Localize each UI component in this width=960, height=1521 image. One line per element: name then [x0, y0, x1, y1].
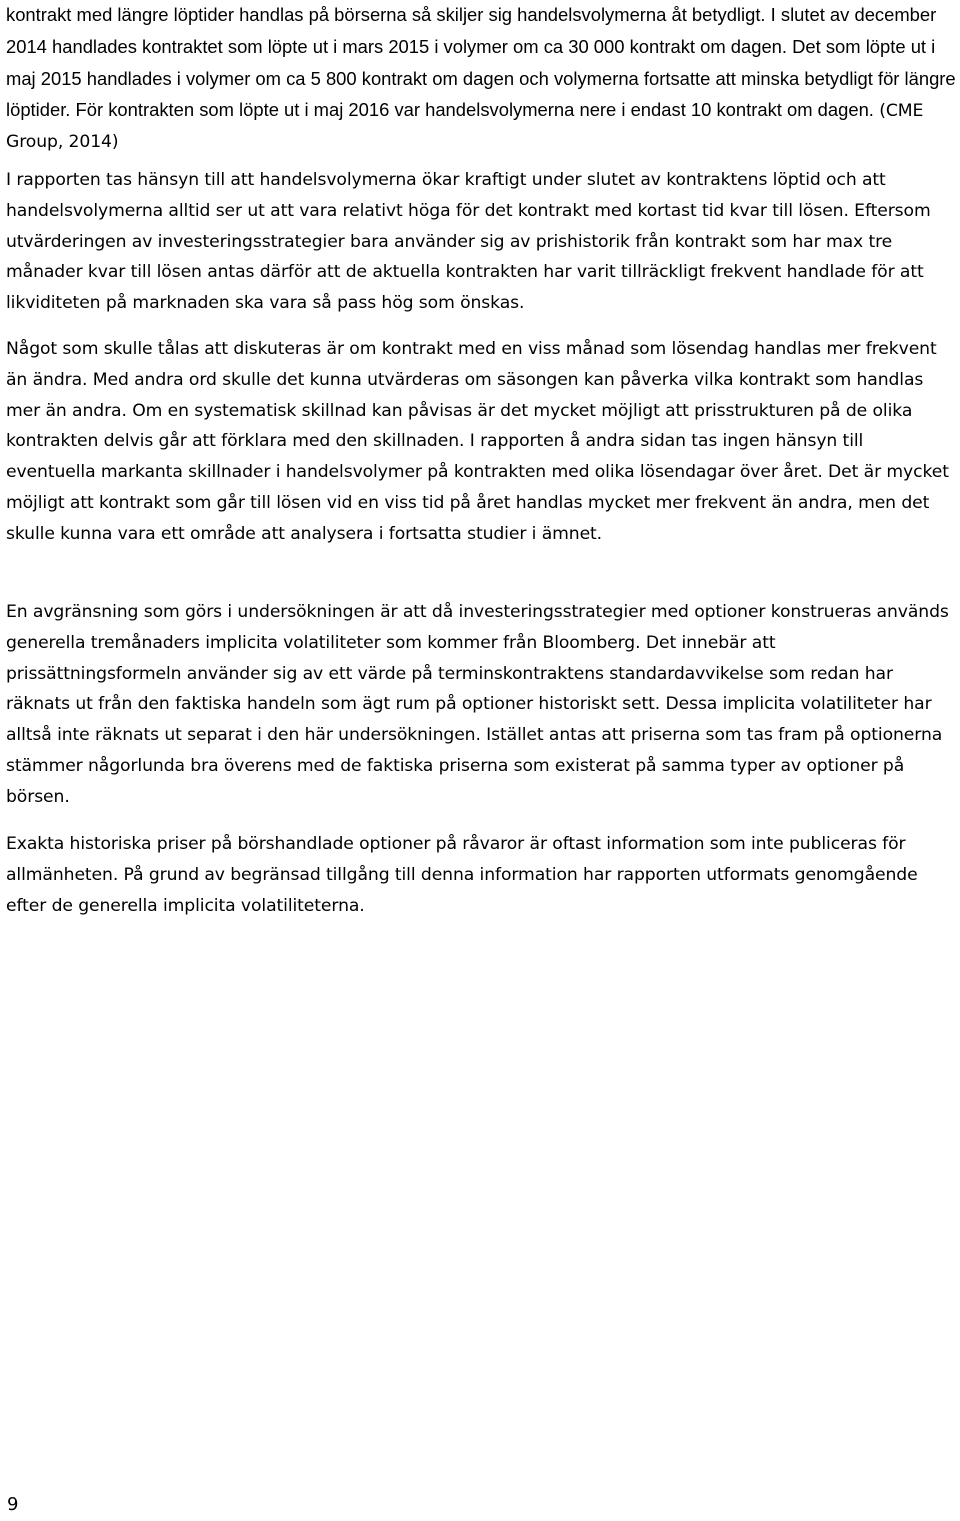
paragraph-volume-assumption: I rapporten tas hänsyn till att handelsvolymerna ökar kraftigt under slutet av kontraktens löptid och att handelsvolymerna alltid ser ut att vara relativt höga för det kontrakt med kortast tid kvar till lösen. Eftersom utvärderingen av investeringsstrategier bara använder sig av prishistorik från kontrakt som har max tre månader kvar till lösen antas därför att de aktuella kontrakten har varit tillräckligt frekvent handlade för att likviditeten på marknaden ska vara så pass hög som önskas.	[6, 170, 931, 314]
paragraph-implied-volatility: En avgränsning som görs i undersökningen är att då investeringsstrategier med optioner konstrueras används generella tremånaders implicita volatiliteter som kommer från Bloomberg. Det innebär att prissättningsformeln använder sig av ett värde på terminskontraktens standardavvikelse som redan har räknats ut från den faktiska handeln som ägt rum på optioner historiskt sett. Dessa implicita volatiliteter har alltså inte räknats ut separat i den här undersökningen. Istället antas att priserna som tas fram på optionerna stämmer någorlunda bra överens med de faktiska priserna som existerat på samma typer av optioner på börsen.	[6, 602, 949, 807]
paragraph-trading-volumes-text: kontrakt med längre löptider handlas på börserna så skiljer sig handelsvolymerna åt betydligt. I slutet av december 2014 handlades kontraktet som löpte ut i mars 2015 i volymer om ca 30 000 kontrakt om dagen. Det som löpte ut i maj 2015 handlades i volymer om ca 5 800 kontrakt om dagen och volymerna fortsatte att minska betydligt för längre löptider. För kontrakten som löpte ut i maj 2016 var handelsvolymerna nere i endast 10 kontrakt om dagen.	[6, 4, 956, 121]
citation-cme-group: (CME Group, 2014)	[6, 101, 924, 153]
page-number: 9	[7, 1494, 19, 1515]
paragraph-trading-volumes	[6, 0, 956, 158]
paragraph-historical-prices: Exakta historiska priser på börshandlade optioner på råvaror är oftast information som inte publiceras för allmänheten. På grund av begränsad tillgång till denna information har rapporten utformats genomgående efter de generella implicita volatiliteterna.	[6, 834, 918, 916]
paragraph-seasonality: Något som skulle tålas att diskuteras är om kontrakt med en viss månad som lösendag handlas mer frekvent än ändra. Med andra ord skulle det kunna utvärderas om säsongen kan påverka vilka kontrakt som handlas mer än andra. Om en systematisk skillnad kan påvisas är det mycket möjligt att prisstrukturen på de olika kontrakten delvis går att förklara med den skillnaden. I rapporten å andra sidan tas ingen hänsyn till eventuella markanta skillnader i handelsvolymer på kontrakten med olika lösendagar över året. Det är mycket möjligt att kontrakt som går till lösen vid en viss tid på året handlas mycket mer frekvent än andra, men det skulle kunna vara ett område att analysera i fortsatta studier i ämnet.	[6, 339, 949, 544]
